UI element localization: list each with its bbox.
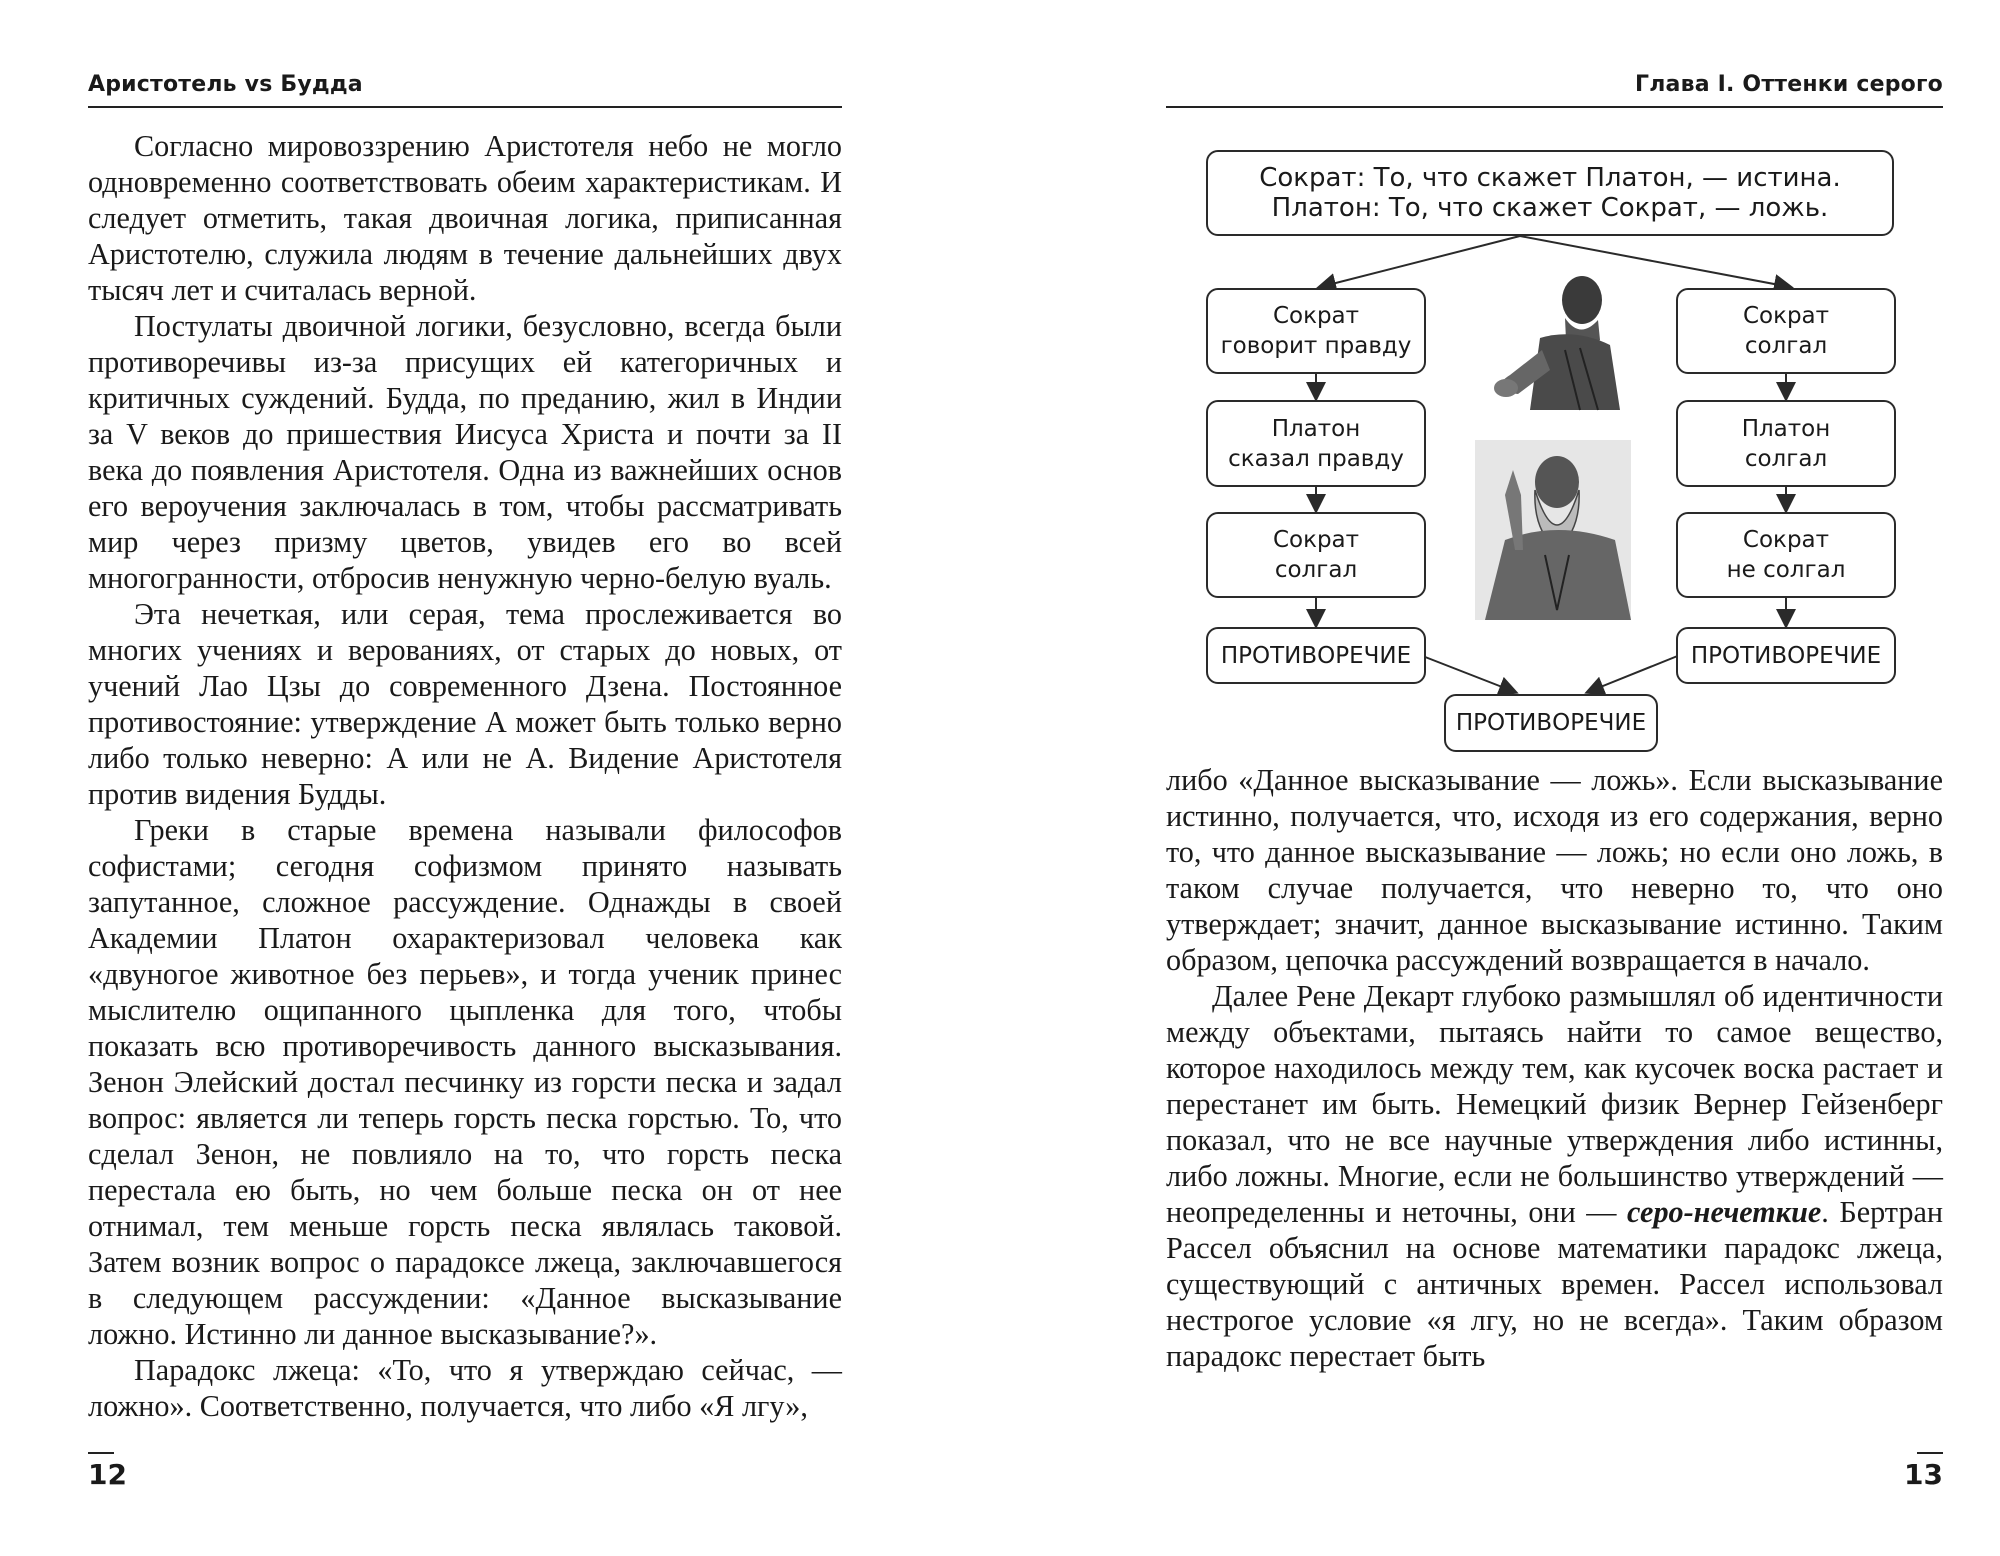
- right-step-1-text: Сократ солгал: [1742, 303, 1830, 359]
- paragraph: [1166, 978, 1943, 1374]
- right-step-3: [1676, 512, 1896, 598]
- page-number-rule: [1917, 1452, 1943, 1454]
- right-step-2: [1676, 400, 1896, 487]
- left-step-1: [1206, 288, 1426, 374]
- socrates-portrait-image: [1470, 270, 1630, 418]
- right-page: [1000, 0, 2000, 1556]
- left-step-1-text: Сократ говорит правду: [1220, 303, 1412, 359]
- top-statement-box: [1206, 150, 1894, 236]
- paragraph: Постулаты двоичной логики, безусловно, всегда были противоречивы из-за присущих ей категоричных и критичных суждений. Будда, по преданию, жил в Индии за V веков до пришествия Иисуса Христа и почти за II века до появления Аристотеля. Одна из важнейших основ его вероучения заключалась в том, чтобы рассматривать мир через призму цветов, увидев его во всей многогранности, отбросив ненужную черно-белую вуаль.: [88, 309, 842, 595]
- paragraph-text: Далее Рене Декарт глубоко размышлял об идентичности между объектами, пытаясь найти то самое вещество, которое находилось между тем, как кусочек воска растает и перестанет им быть. Немецкий физик Вернер Гейзенберг показал, что не все научные утверждения либо истинны, либо ложны. Многие, если не большинство утверждений — неопределенны и неточны, они —: [1166, 979, 1943, 1229]
- bottom-contradiction-box: [1444, 694, 1658, 752]
- emphasis-term: серо-нечеткие: [1627, 1195, 1822, 1229]
- left-text-column: [88, 128, 842, 1424]
- liar-paradox-diagram: [1000, 0, 2000, 800]
- paragraph-continued: либо «Данное высказывание — ложь». Если высказывание истинно, получается, что, исходя из его содержания, верно то, что данное высказывание — ложь; но если оно ложь, в таком случае получается, что неверно то, что оно утверждает; значит, данное высказывание истинно. Таким образом, цепочка рассуждений возвращается в начало.: [1166, 763, 1943, 977]
- running-head-right: Глава I. Оттенки серого: [1635, 72, 1943, 97]
- left-step-2-text: Платон сказал правду: [1228, 415, 1404, 472]
- header-rule: [88, 106, 842, 108]
- left-step-3: [1206, 512, 1426, 598]
- left-contradiction-box: [1206, 627, 1426, 684]
- page-number-left: 12: [88, 1458, 127, 1491]
- bottom-contradiction-text: ПРОТИВОРЕЧИЕ: [1455, 710, 1647, 736]
- right-step-3-text: Сократ не солгал: [1726, 527, 1846, 583]
- right-text-column: [1166, 762, 1943, 1374]
- page-number-rule: [88, 1452, 114, 1454]
- paragraph: Парадокс лжеца: «То, что я утверждаю сейчас, — ложно». Соответственно, получается, что либо «Я лгу»,: [88, 1353, 842, 1423]
- paragraph: Эта нечеткая, или серая, тема прослеживается во многих учениях и верованиях, от старых до новых, от учений Лао Цзы до современного Дзена. Постоянное противостояние: утверждение А может быть только верно либо только неверно: А или не А. Видение Аристотеля против видения Будды.: [88, 597, 842, 811]
- right-step-2-text: Платон солгал: [1741, 415, 1831, 472]
- paragraph: Греки в старые времена называли философов софистами; сегодня софизмом принято называть запутанное, сложное рассуждение. Однажды в своей Академии Платон охарактеризовал человека как «двуногое животное без перьев», и тогда ученик принес мыслителю ощипанного цыпленка для того, чтобы показать всю противоречивость данного высказывания. Зенон Элейский достал песчинку из горсти песка и задал вопрос: является ли теперь горсть песка горстью. То, что сделал Зенон, не повлияло на то, что горсть песка перестала ею быть, но чем больше песка он от нее отнимал, тем меньше горсть песка являлась таковой. Затем возник вопрос о парадоксе лжеца, заключавшегося в следующем рассуждении: «Данное высказывание ложно. Истинно ли данное высказывание?».: [88, 813, 842, 1351]
- paragraph-text: . Бертран Рассел объяснил на основе математики парадокс лжеца, существующий с античных времен. Рассел использовал нестрогое условие «я лгу, но не всегда». Таким образом парадокс перестает быть: [1166, 1195, 1943, 1373]
- page-number-right: 13: [1904, 1458, 1943, 1491]
- right-step-1: [1676, 288, 1896, 374]
- plato-portrait-image: [1465, 440, 1641, 620]
- top-statement-text: Сократ: То, что скажет Платон, — истина. Платон: То, что скажет Сократ, — ложь.: [1259, 163, 1841, 223]
- running-head-left: Аристотель vs Будда: [88, 72, 363, 97]
- right-contradiction-box: [1676, 627, 1896, 684]
- left-contradiction-text: ПРОТИВОРЕЧИЕ: [1220, 642, 1412, 669]
- left-step-3-text: Сократ солгал: [1272, 527, 1360, 583]
- right-contradiction-text: ПРОТИВОРЕЧИЕ: [1690, 642, 1882, 669]
- left-step-2: [1206, 400, 1426, 487]
- paragraph: Согласно мировоззрению Аристотеля небо не могло одновременно соответствовать обеим характеристикам. И следует отметить, такая двоичная логика, приписанная Аристотелю, служила людям в течение дальнейших двух тысяч лет и считалась верной.: [88, 129, 842, 307]
